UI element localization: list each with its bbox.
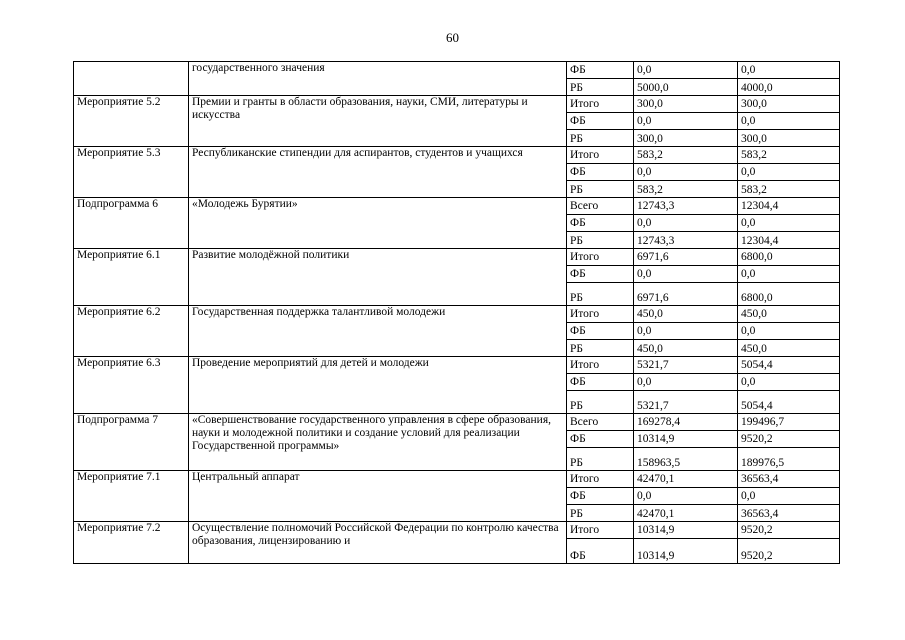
table-row bbox=[74, 357, 840, 374]
funding-source-cell: Итого bbox=[567, 147, 634, 164]
program-description-cell: Проведение мероприятий для детей и молодежи bbox=[189, 357, 567, 414]
amount-cell-2: 450,0 bbox=[738, 306, 840, 323]
funding-source-cell: ФБ bbox=[567, 164, 634, 181]
table-row bbox=[74, 198, 840, 215]
amount-cell-2: 300,0 bbox=[738, 130, 840, 147]
program-name-cell: Подпрограмма 6 bbox=[74, 198, 189, 249]
amount-cell-2: 199496,7 bbox=[738, 414, 840, 431]
funding-source-cell: ФБ bbox=[567, 488, 634, 505]
program-description-cell: «Совершенствование государственного управления в сфере образования, науки и молодежной политики и создание условий для реализации Государственной программы» bbox=[189, 414, 567, 471]
funding-source-cell: ФБ bbox=[567, 431, 634, 448]
amount-cell-1: 300,0 bbox=[634, 96, 738, 113]
funding-source-cell: РБ bbox=[567, 232, 634, 249]
amount-cell-1: 0,0 bbox=[634, 266, 738, 283]
funding-source-cell: ФБ bbox=[567, 113, 634, 130]
table-row bbox=[74, 414, 840, 431]
page-number: 60 bbox=[446, 30, 459, 45]
funding-source-cell: РБ bbox=[567, 340, 634, 357]
program-name-cell: Мероприятие 6.3 bbox=[74, 357, 189, 414]
funding-source-cell: РБ bbox=[567, 79, 634, 96]
amount-cell-1: 12743,3 bbox=[634, 232, 738, 249]
program-name-cell: Мероприятие 5.2 bbox=[74, 96, 189, 147]
amount-cell-2: 5054,4 bbox=[738, 357, 840, 374]
amount-cell-1: 450,0 bbox=[634, 340, 738, 357]
table-row bbox=[74, 147, 840, 164]
amount-cell-1: 6971,6 bbox=[634, 249, 738, 266]
amount-cell-2: 0,0 bbox=[738, 215, 840, 232]
amount-cell-1: 0,0 bbox=[634, 164, 738, 181]
table-row bbox=[74, 522, 840, 539]
funding-source-cell: РБ bbox=[567, 391, 634, 414]
funding-source-cell: РБ bbox=[567, 181, 634, 198]
funding-source-cell: ФБ bbox=[567, 374, 634, 391]
funding-source-cell: РБ bbox=[567, 505, 634, 522]
funding-source-cell: Итого bbox=[567, 522, 634, 539]
amount-cell-2: 9520,2 bbox=[738, 539, 840, 564]
amount-cell-2: 36563,4 bbox=[738, 505, 840, 522]
funding-source-cell: РБ bbox=[567, 283, 634, 306]
program-description-cell: Центральный аппарат bbox=[189, 471, 567, 522]
amount-cell-1: 10314,9 bbox=[634, 431, 738, 448]
amount-cell-1: 158963,5 bbox=[634, 448, 738, 471]
program-description-cell: Развитие молодёжной политики bbox=[189, 249, 567, 306]
amount-cell-1: 5000,0 bbox=[634, 79, 738, 96]
amount-cell-1: 6971,6 bbox=[634, 283, 738, 306]
amount-cell-2: 12304,4 bbox=[738, 232, 840, 249]
program-description-cell: «Молодежь Бурятии» bbox=[189, 198, 567, 249]
amount-cell-1: 450,0 bbox=[634, 306, 738, 323]
funding-source-cell: РБ bbox=[567, 130, 634, 147]
amount-cell-1: 5321,7 bbox=[634, 391, 738, 414]
program-description-cell: Осуществление полномочий Российской Федерации по контролю качества образования, лицензированию и bbox=[189, 522, 567, 564]
amount-cell-2: 9520,2 bbox=[738, 522, 840, 539]
amount-cell-2: 12304,4 bbox=[738, 198, 840, 215]
amount-cell-1: 0,0 bbox=[634, 323, 738, 340]
program-description-cell: государственного значения bbox=[189, 62, 567, 96]
table-row bbox=[74, 471, 840, 488]
funding-source-cell: ФБ bbox=[567, 62, 634, 79]
amount-cell-2: 0,0 bbox=[738, 323, 840, 340]
program-name-cell: Мероприятие 7.1 bbox=[74, 471, 189, 522]
program-description-cell: Премии и гранты в области образования, науки, СМИ, литературы и искусства bbox=[189, 96, 567, 147]
funding-source-cell: Всего bbox=[567, 414, 634, 431]
amount-cell-2: 6800,0 bbox=[738, 283, 840, 306]
amount-cell-1: 12743,3 bbox=[634, 198, 738, 215]
program-name-cell: Мероприятие 7.2 bbox=[74, 522, 189, 564]
amount-cell-2: 0,0 bbox=[738, 164, 840, 181]
funding-source-cell: Итого bbox=[567, 249, 634, 266]
amount-cell-2: 0,0 bbox=[738, 374, 840, 391]
table-row bbox=[74, 249, 840, 266]
table-row bbox=[74, 96, 840, 113]
amount-cell-2: 6800,0 bbox=[738, 249, 840, 266]
amount-cell-2: 583,2 bbox=[738, 147, 840, 164]
program-name-cell: Мероприятие 6.1 bbox=[74, 249, 189, 306]
program-name-cell bbox=[74, 62, 189, 96]
amount-cell-1: 10314,9 bbox=[634, 522, 738, 539]
amount-cell-1: 0,0 bbox=[634, 215, 738, 232]
amount-cell-2: 0,0 bbox=[738, 113, 840, 130]
amount-cell-1: 583,2 bbox=[634, 181, 738, 198]
program-description-cell: Государственная поддержка талантливой молодежи bbox=[189, 306, 567, 357]
funding-source-cell: Итого bbox=[567, 357, 634, 374]
amount-cell-2: 189976,5 bbox=[738, 448, 840, 471]
amount-cell-1: 583,2 bbox=[634, 147, 738, 164]
amount-cell-1: 0,0 bbox=[634, 62, 738, 79]
amount-cell-1: 42470,1 bbox=[634, 505, 738, 522]
table-row bbox=[74, 306, 840, 323]
amount-cell-1: 0,0 bbox=[634, 374, 738, 391]
funding-source-cell: Итого bbox=[567, 471, 634, 488]
amount-cell-1: 42470,1 bbox=[634, 471, 738, 488]
amount-cell-2: 583,2 bbox=[738, 181, 840, 198]
amount-cell-2: 9520,2 bbox=[738, 431, 840, 448]
program-description-cell: Республиканские стипендии для аспирантов, студентов и учащихся bbox=[189, 147, 567, 198]
amount-cell-2: 300,0 bbox=[738, 96, 840, 113]
funding-source-cell: Всего bbox=[567, 198, 634, 215]
amount-cell-2: 4000,0 bbox=[738, 79, 840, 96]
funding-source-cell: РБ bbox=[567, 448, 634, 471]
amount-cell-1: 0,0 bbox=[634, 488, 738, 505]
program-name-cell: Мероприятие 6.2 bbox=[74, 306, 189, 357]
amount-cell-2: 0,0 bbox=[738, 62, 840, 79]
program-name-cell: Подпрограмма 7 bbox=[74, 414, 189, 471]
funding-source-cell: Итого bbox=[567, 96, 634, 113]
amount-cell-2: 0,0 bbox=[738, 266, 840, 283]
program-name-cell: Мероприятие 5.3 bbox=[74, 147, 189, 198]
funding-source-cell: ФБ bbox=[567, 539, 634, 564]
amount-cell-1: 0,0 bbox=[634, 113, 738, 130]
funding-source-cell: ФБ bbox=[567, 323, 634, 340]
amount-cell-2: 450,0 bbox=[738, 340, 840, 357]
table-row bbox=[74, 62, 840, 79]
funding-source-cell: ФБ bbox=[567, 215, 634, 232]
budget-table-body bbox=[74, 62, 840, 564]
amount-cell-2: 5054,4 bbox=[738, 391, 840, 414]
amount-cell-1: 5321,7 bbox=[634, 357, 738, 374]
funding-source-cell: Итого bbox=[567, 306, 634, 323]
amount-cell-2: 0,0 bbox=[738, 488, 840, 505]
amount-cell-1: 300,0 bbox=[634, 130, 738, 147]
funding-source-cell: ФБ bbox=[567, 266, 634, 283]
amount-cell-1: 169278,4 bbox=[634, 414, 738, 431]
amount-cell-1: 10314,9 bbox=[634, 539, 738, 564]
budget-table bbox=[73, 61, 840, 564]
amount-cell-2: 36563,4 bbox=[738, 471, 840, 488]
